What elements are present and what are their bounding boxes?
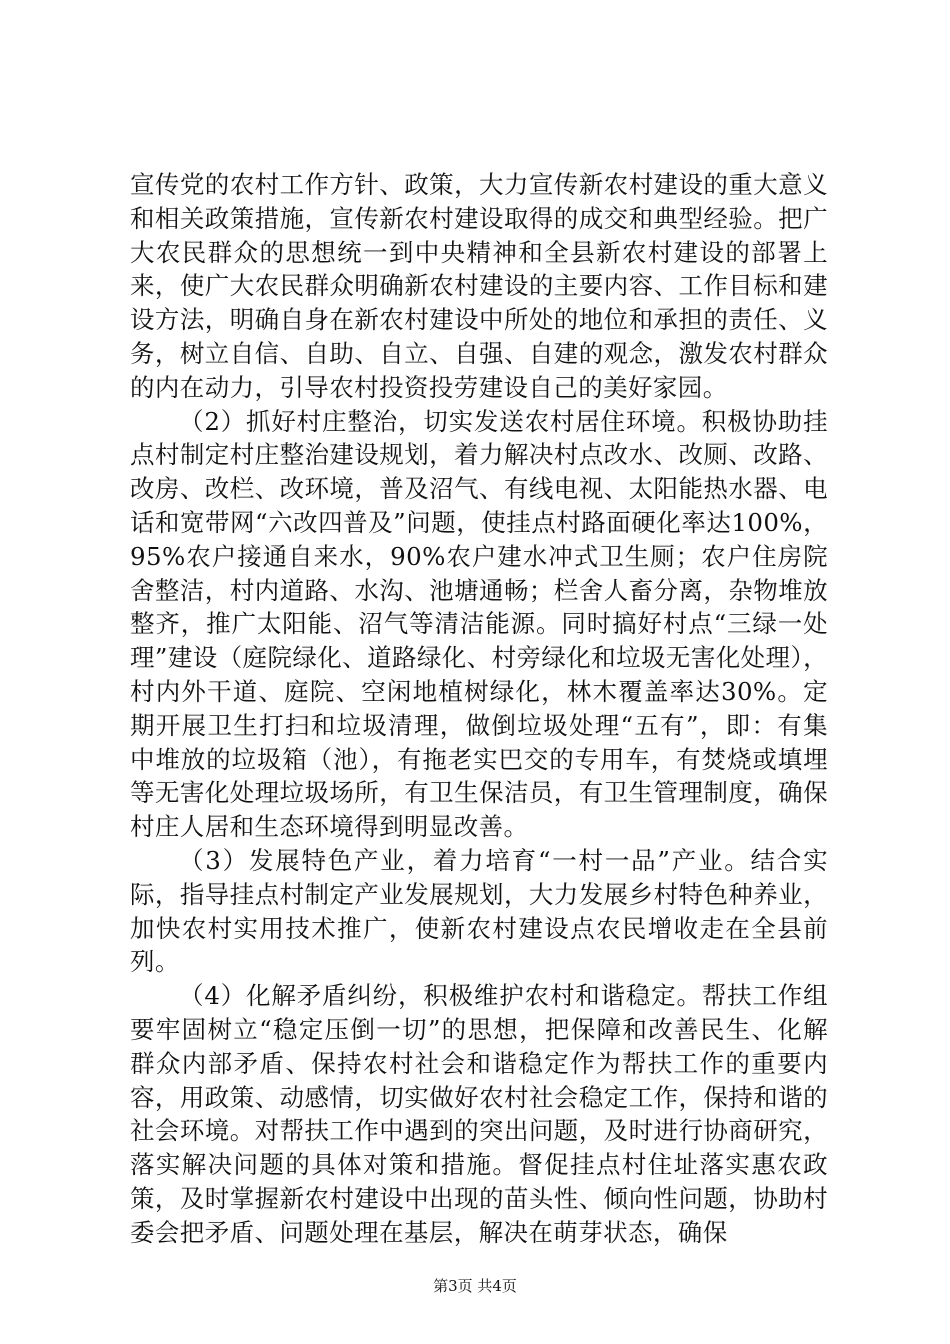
paragraph-4: （4）化解矛盾纠纷，积极维护农村和谐稳定。帮扶工作组要牢固树立“稳定压倒一切”的思想，把保障和改善民生、化解群众内部矛盾、保持农村社会和谐稳定作为帮扶工作的重要内容，用政策、动感情，切实做好农村社会稳定工作，保持和谐的社会环境。对帮扶工作中遇到的突出问题，及时进行协商研究，落实解决问题的具体对策和措施。督促挂点村住址落实惠农政策，及时掌握新农村建设中出现的苗头性、倾向性问题，协助村委会把矛盾、问题处理在基层，解决在萌芽状态，确保 [130, 981, 828, 1247]
document-body [130, 168, 828, 1250]
paragraph-2: （2）抓好村庄整治，切实发送农村居住环境。积极协助挂点村制定村庄整治建设规划，着力解决村点改水、改厕、改路、改房、改栏、改环境，普及沼气、有线电视、太阳能热水器、电话和宽带网“六改四普及”问题，使挂点村路面硬化率达100%，95%农户接通自来水，90%农户建水冲式卫生厕；农户住房院舍整洁，村内道路、水沟、池塘通畅；栏舍人畜分离，杂物堆放整齐，推广太阳能、沼气等清洁能源。同时搞好村点“三绿一处理”建设（庭院绿化、道路绿化、村旁绿化和垃圾无害化处理），村内外干道、庭院、空闲地植树绿化，林木覆盖率达30%。定期开展卫生打扫和垃圾清理，做倒垃圾处理“五有”，即：有集中堆放的垃圾箱（池），有拖老实巴交的专用车，有焚烧或填埋等无害化处理垃圾场所，有卫生保洁员，有卫生管理制度，确保村庄人居和生态环境得到明显改善。 [130, 406, 828, 842]
paragraph-1: 宣传党的农村工作方针、政策，大力宣传新农村建设的重大意义和相关政策措施，宣传新农村建设取得的成交和典型经验。把广大农民群众的思想统一到中央精神和全县新农村建设的部署上来，使广大农民群众明确新农村建设的主要内容、工作目标和建设方法，明确自身在新农村建设中所处的地位和承担的责任、义务，树立自信、自助、自立、自强、自建的观念，激发农村群众的内在动力，引导农村投资投劳建设自己的美好家园。 [130, 170, 828, 402]
page-number-footer: 第3页 共4页 [433, 1277, 517, 1295]
paragraph-3: （3）发展特色产业，着力培育“一村一品”产业。结合实际，指导挂点村制定产业发展规划，大力发展乡村特色种养业，加快农村实用技术推广，使新农村建设点农民增收走在全县前列。 [130, 845, 828, 977]
